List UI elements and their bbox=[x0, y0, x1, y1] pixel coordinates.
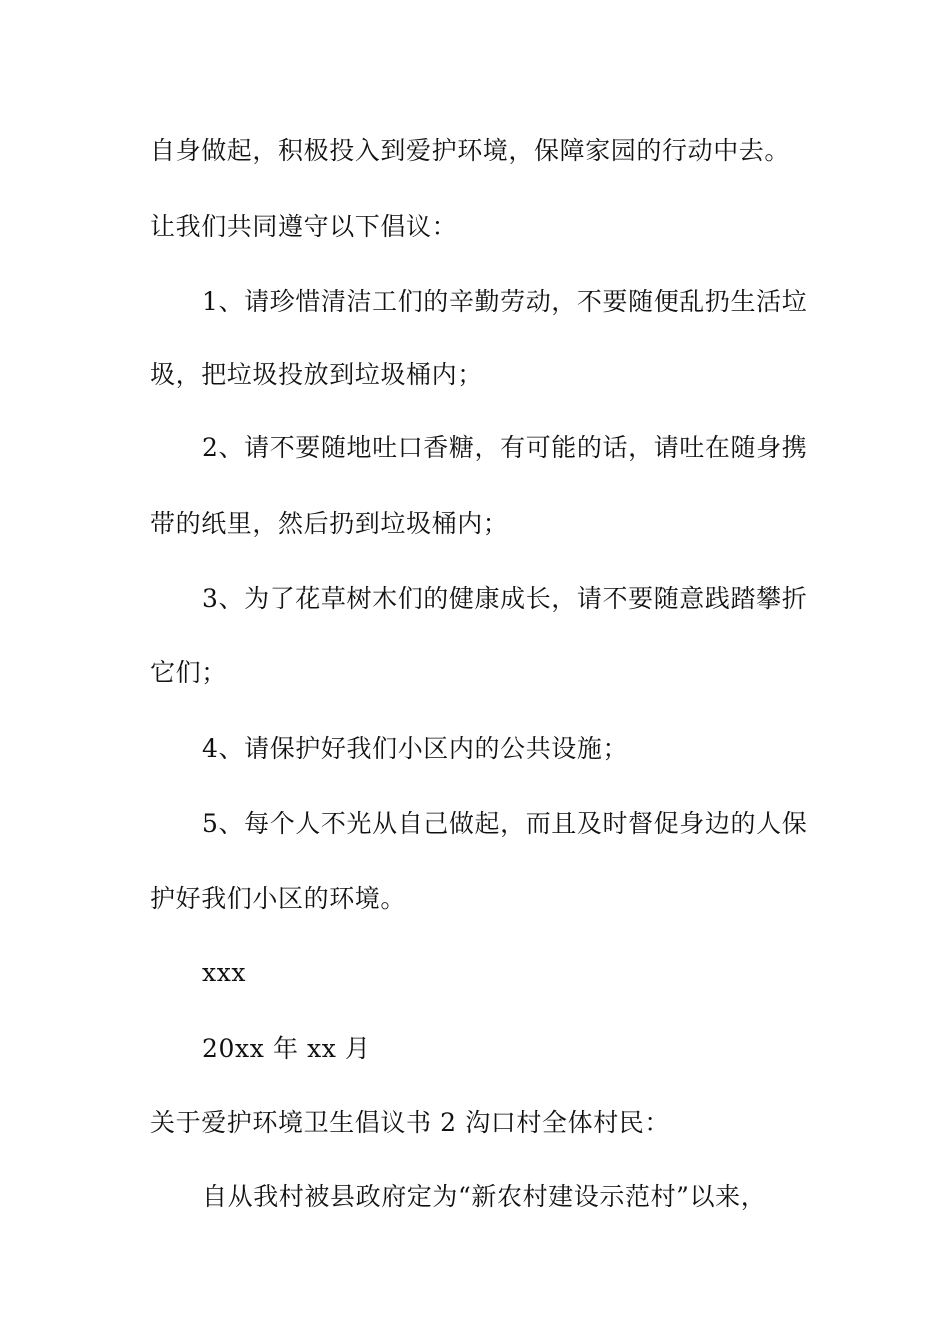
paragraph-line: 自从我村被县政府定为“新农村建设示范村”以来， bbox=[202, 1182, 767, 1211]
proposal-item-1: 1、请珍惜清洁工们的辛勤劳动，不要随便乱扔生活垃 bbox=[202, 287, 808, 316]
paragraph-line: 护好我们小区的环境。 bbox=[150, 884, 407, 913]
paragraph-line: 圾，把垃圾投放到垃圾桶内； bbox=[150, 360, 483, 389]
paragraph-line: 自身做起，积极投入到爱护环境，保障家园的行动中去。 bbox=[150, 136, 791, 165]
paragraph-line: 它们； bbox=[150, 658, 227, 687]
paragraph-line: 带的纸里，然后扔到垃圾桶内； bbox=[150, 509, 509, 538]
section-heading: 关于爱护环境卫生倡议书 2 沟口村全体村民： bbox=[150, 1108, 671, 1137]
signature-date: 20xx 年 xx 月 bbox=[202, 1034, 371, 1063]
proposal-item-2: 2、请不要随地吐口香糖，有可能的话，请吐在随身携 bbox=[202, 433, 808, 462]
proposal-item-5: 5、每个人不光从自己做起，而且及时督促身边的人保 bbox=[202, 809, 808, 838]
paragraph-line: 让我们共同遵守以下倡议： bbox=[150, 212, 458, 241]
proposal-item-4: 4、请保护好我们小区内的公共设施； bbox=[202, 734, 629, 763]
proposal-item-3: 3、为了花草树木们的健康成长，请不要随意践踏攀折 bbox=[202, 584, 808, 613]
signature-name: xxx bbox=[202, 958, 247, 987]
